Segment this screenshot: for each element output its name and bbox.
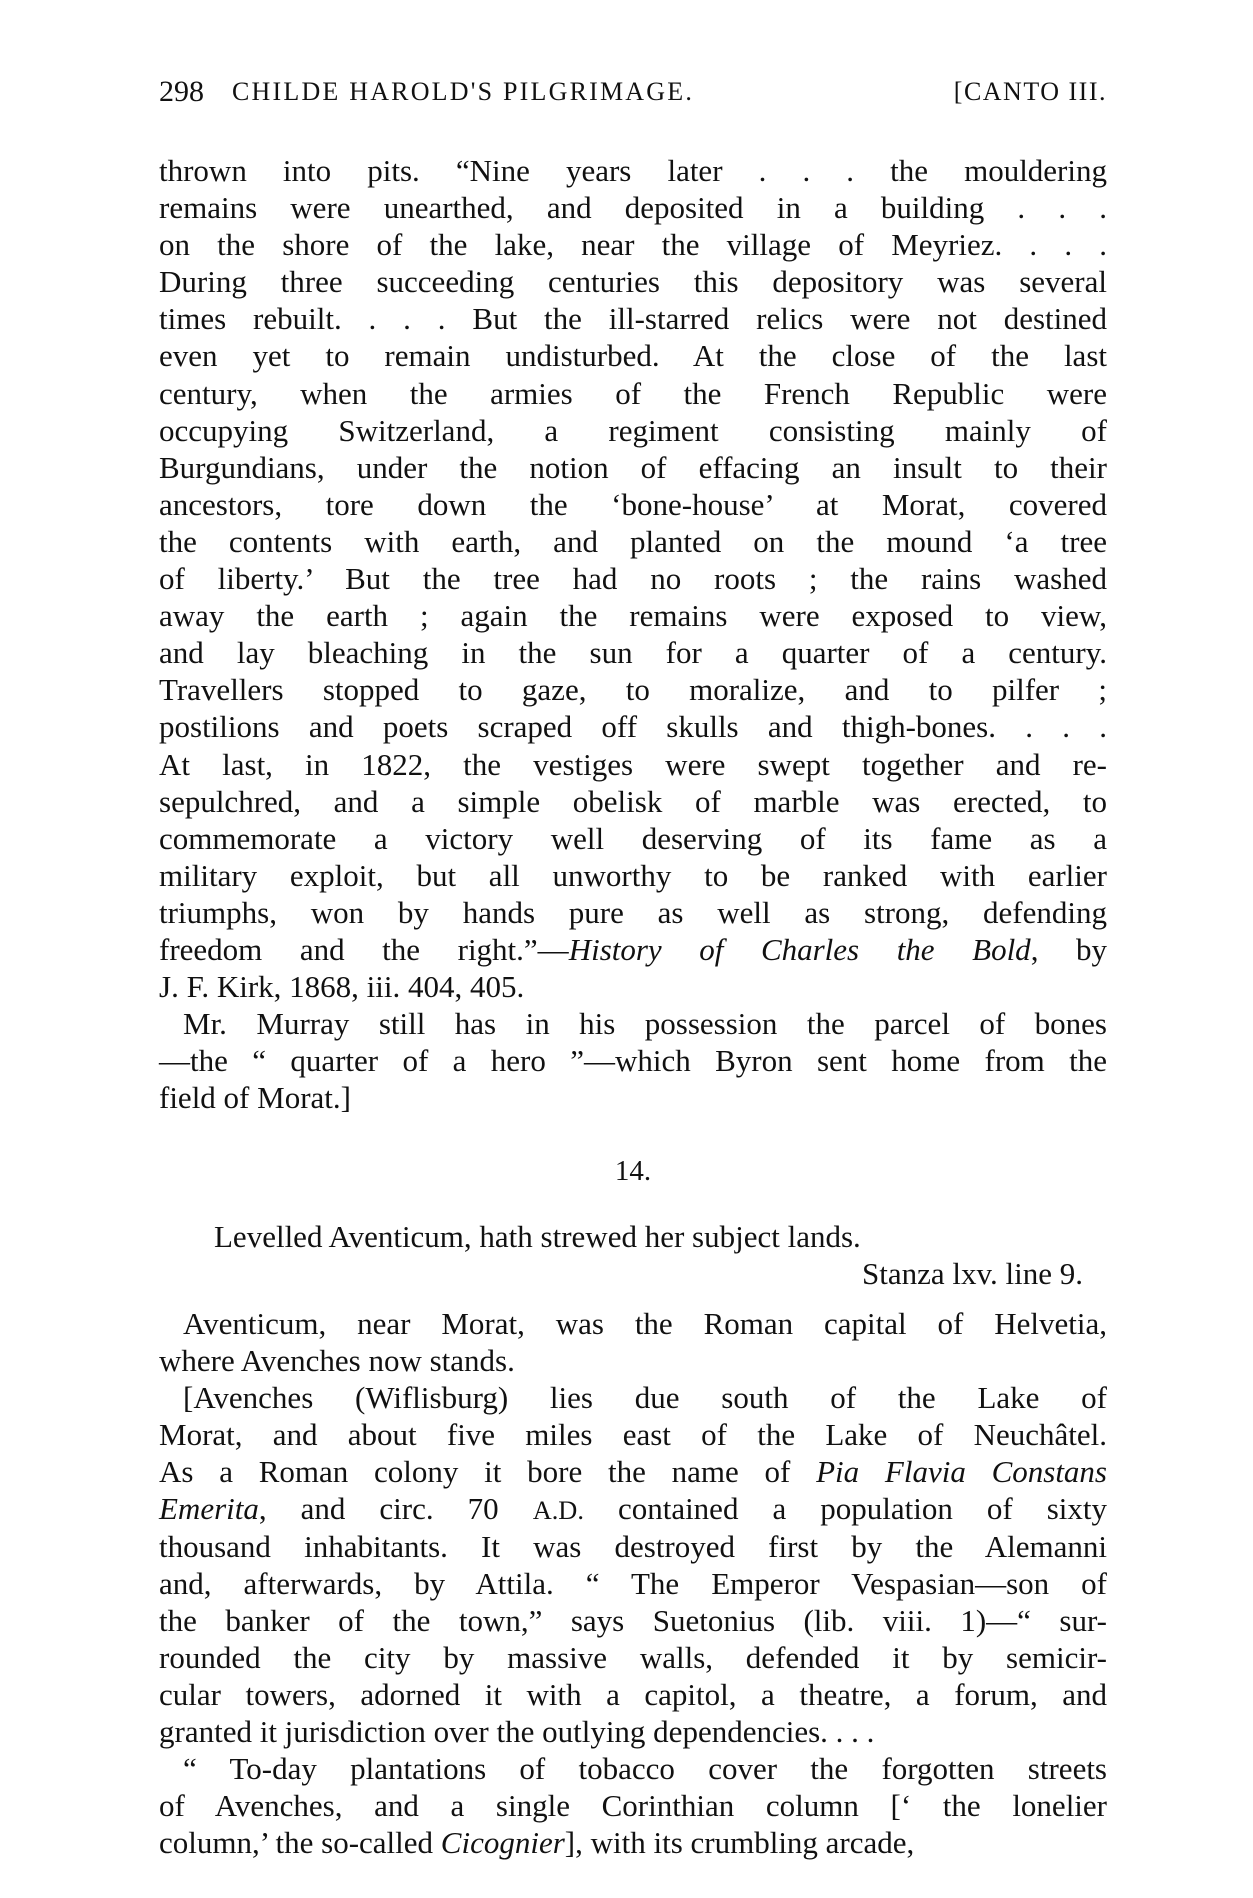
text-run: occupying Switzerland, a regiment consisting mainly of	[159, 412, 1107, 448]
paragraph	[159, 1005, 1107, 1116]
text-run: of liberty.’ But the tree had no roots ; the rains washed	[159, 561, 1107, 597]
text-line	[159, 523, 1107, 560]
text-run: cular towers, adorned it with a capitol, a theatre, a forum, and	[159, 1676, 1107, 1712]
section-number: 14.	[614, 1155, 652, 1187]
text-run: During three succeeding centuries this depository was several	[159, 264, 1107, 300]
text-run: remains were unearthed, and deposited in a building . . .	[159, 190, 1107, 226]
text-run: where Avenches now stands.	[159, 1343, 515, 1379]
text-line	[159, 1676, 1107, 1713]
text-run: column,’ the so-called	[159, 1825, 441, 1861]
text-line	[159, 783, 1107, 820]
text-run: even yet to remain undisturbed. At the close of the last	[159, 338, 1107, 374]
text-run: postilions and poets scraped off skulls and thigh-bones. . . .	[159, 709, 1107, 745]
text-line	[159, 1416, 1107, 1453]
text-run: ancestors, tore down the ‘bone-house’ at Morat, covered	[159, 486, 1107, 522]
text-run: and lay bleaching in the sun for a quarter of a century.	[159, 635, 1107, 671]
text-line	[159, 894, 1107, 931]
text-run: freedom and the right.”—	[159, 931, 569, 967]
text-run: the contents with earth, and planted on the mound ‘a tree	[159, 523, 1107, 559]
text-line	[159, 597, 1107, 634]
text-run: field of Morat.]	[159, 1080, 351, 1116]
text-run: granted it jurisdiction over the outlying dependencies. . . .	[159, 1714, 875, 1750]
text-line	[159, 1750, 1107, 1787]
text-run: Morat, and about five miles east of the Lake of Neuchâtel.	[159, 1417, 1107, 1453]
running-header	[159, 72, 1107, 112]
text-line	[159, 1565, 1107, 1602]
text-line	[159, 857, 1107, 894]
note-13-text	[159, 152, 1107, 1116]
text-line	[159, 337, 1107, 374]
text-line	[159, 1602, 1107, 1639]
text-line	[159, 375, 1107, 412]
text-line	[159, 1824, 1107, 1861]
running-title: CHILDE HAROLD'S PILGRIMAGE.	[232, 77, 695, 106]
text-line	[159, 671, 1107, 708]
text-run: Travellers stopped to gaze, to moralize, and to pilfer ;	[159, 672, 1107, 708]
text-run: Aventicum, near Morat, was the Roman capital of Helvetia,	[183, 1306, 1107, 1341]
text-run: , by	[1030, 931, 1108, 967]
text-run: and, afterwards, by Attila. “ The Emperor Vespasian—son of	[159, 1565, 1107, 1601]
text-line	[159, 746, 1107, 783]
text-run: triumphs, won by hands pure as well as strong, defending	[159, 894, 1107, 930]
text-run: Burgundians, under the notion of effacing an insult to their	[159, 449, 1107, 485]
text-line	[159, 820, 1107, 857]
paragraph	[159, 1379, 1107, 1750]
text-run: ], with its crumbling arcade,	[564, 1825, 915, 1861]
page-number: 298	[159, 75, 204, 108]
text-run: thrown into pits. “Nine years later . . . the mouldering	[159, 153, 1107, 188]
text-run: of Avenches, and a single Corinthian column [‘ the lonelier	[159, 1788, 1107, 1824]
text-line	[159, 1453, 1107, 1490]
note-14-text	[159, 1305, 1107, 1861]
text-run: thousand inhabitants. It was destroyed first by the Alemanni	[159, 1528, 1107, 1564]
text-run: commemorate a victory well deserving of its fame as a	[159, 820, 1107, 856]
text-run: Mr. Murray still has in his possession the parcel of bones	[183, 1006, 1107, 1042]
text-run: —the “ quarter of a hero ”—which Byron sent home from the	[159, 1043, 1107, 1079]
text-run: As a Roman colony it bore the name of	[159, 1454, 817, 1490]
paragraph	[159, 1750, 1107, 1861]
text-line	[159, 1005, 1107, 1042]
text-line	[159, 560, 1107, 597]
italic-title: Emerita	[159, 1491, 259, 1527]
text-run: contained a population of sixty	[583, 1491, 1107, 1527]
text-run: century, when the armies of the French Republic were	[159, 375, 1107, 411]
text-line	[159, 1342, 1107, 1379]
text-run: J. F. Kirk, 1868, iii. 404, 405.	[159, 969, 525, 1005]
text-run: At last, in 1822, the vestiges were swept together and re-	[159, 746, 1107, 782]
text-line	[159, 931, 1107, 968]
text-line	[159, 152, 1107, 189]
text-run: on the shore of the lake, near the village of Meyriez. . . .	[159, 227, 1107, 263]
verse-quote: Levelled Aventicum, hath strewed her subject lands.	[214, 1219, 861, 1254]
stanza-reference: Stanza lxv. line 9.	[862, 1256, 1083, 1291]
text-line	[159, 449, 1107, 486]
text-line	[159, 486, 1107, 523]
text-run: military exploit, but all unworthy to be ranked with earlier	[159, 857, 1107, 893]
text-line	[159, 1490, 1107, 1527]
italic-title: History of Charles the Bold	[568, 931, 1031, 967]
text-line	[159, 1079, 1107, 1116]
text-line	[159, 1305, 1107, 1342]
text-run: sepulchred, and a simple obelisk of marble was erected, to	[159, 783, 1107, 819]
canto-label: [CANTO III.	[953, 77, 1107, 106]
text-line	[159, 968, 1107, 1005]
paragraph	[159, 1305, 1107, 1379]
text-line	[159, 1528, 1107, 1565]
text-run: times rebuilt. . . . But the ill-starred relics were not destined	[159, 301, 1107, 337]
paragraph	[159, 152, 1107, 1005]
text-run: [Avenches (Wiflisburg) lies due south of the Lake of	[183, 1380, 1107, 1416]
text-line	[159, 1639, 1107, 1676]
text-line	[159, 412, 1107, 449]
text-line	[159, 189, 1107, 226]
text-run: the banker of the town,” says Suetonius (lib. viii. 1)—“ sur-	[159, 1602, 1107, 1638]
small-caps-text: A.D.	[532, 1496, 584, 1526]
text-line	[159, 1379, 1107, 1416]
text-run: , and circ. 70	[258, 1491, 533, 1527]
text-line	[159, 1787, 1107, 1824]
text-run: rounded the city by massive walls, defended it by semicir-	[159, 1639, 1107, 1675]
text-line	[159, 1042, 1107, 1079]
text-line	[159, 634, 1107, 671]
italic-title: Cicognier	[440, 1825, 565, 1861]
text-run: away the earth ; again the remains were exposed to view,	[159, 598, 1107, 634]
text-line	[159, 226, 1107, 263]
text-run: “ To-day plantations of tobacco cover the forgotten streets	[183, 1751, 1107, 1787]
italic-title: Pia Flavia Constans	[816, 1454, 1107, 1490]
text-line	[159, 263, 1107, 300]
text-line	[159, 708, 1107, 745]
text-line	[159, 1713, 1107, 1750]
text-line	[159, 300, 1107, 337]
